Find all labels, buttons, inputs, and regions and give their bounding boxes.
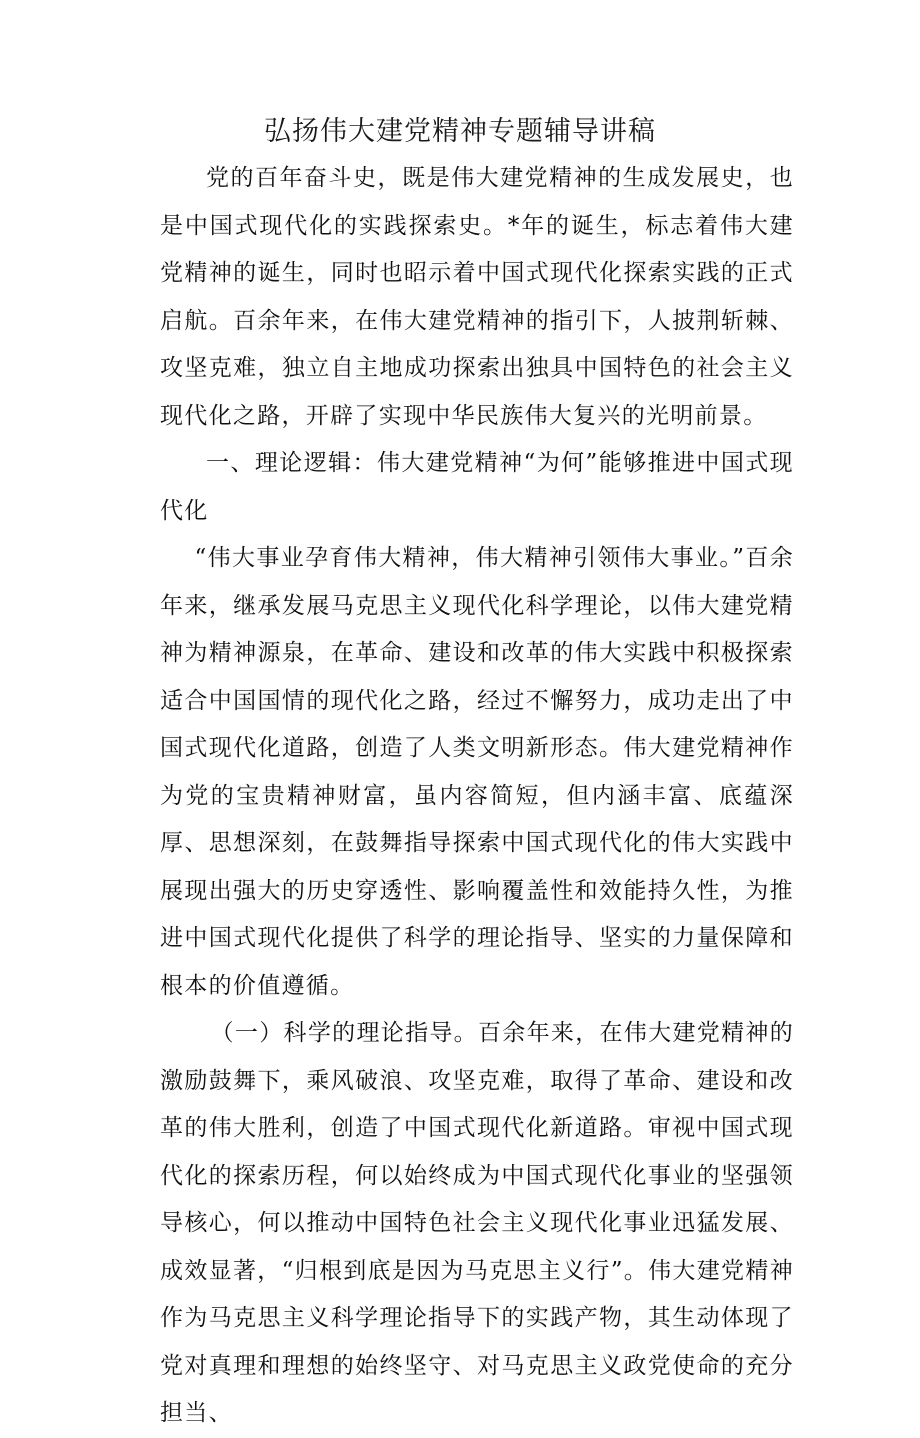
section-paragraph: “伟大事业孕育伟大精神，伟大精神引领伟大事业。”百余年来，继承发展马克思主义现代化科学理论，以伟大建党精神为精神源泉，在革命、建设和改革的伟大实践中积极探索适合中国国情的现代化之路，经过不懈努力，成功走出了中国式现代化道路，创造了人类文明新形态。伟大建党精神作为党的宝贵精神财富，虽内容简短，但内涵丰富、底蕴深厚、思想深刻，在鼓舞指导探索中国式现代化的伟大实践中展现出强大的历史穿透性、影响覆盖性和效能持久性，为推进中国式现代化提供了科学的理论指导、坚实的力量保障和根本的价值遵循。 bbox=[160, 545, 794, 999]
intro-paragraph: 党的百年奋斗史，既是伟大建党精神的生成发展史，也是中国式现代化的实践探索史。*年的诞生，标志着伟大建党精神的诞生，同时也昭示着中国式现代化探索实践的正式启航。百余年来，在伟大建党精神的指引下，人披荆斩棘、攻坚克难，独立自主地成功探索出独具中国特色的社会主义现代化之路，开辟了实现中华民族伟大复兴的光明前景。 bbox=[160, 165, 794, 429]
document-title: 弘扬伟大建党精神专题辅导讲稿 bbox=[264, 116, 656, 147]
document-body bbox=[160, 155, 794, 1438]
subsection-paragraph: （一）科学的理论指导。百余年来，在伟大建党精神的激励鼓舞下，乘风破浪、攻坚克难，取得了革命、建设和改革的伟大胜利，创造了中国式现代化新道路。审视中国式现代化的探索历程，何以始终成为中国式现代化事业的坚强领导核心，何以推动中国特色社会主义现代化事业迅猛发展、成效显著，“归根到底是因为马克思主义行”。伟大建党精神作为马克思主义科学理论指导下的实践产物，其生动体现了党对真理和理想的始终坚守、对马克思主义政党使命的充分担当、 bbox=[160, 1020, 794, 1426]
section-heading: 一、理论逻辑：伟大建党精神“为何”能够推进中国式现代化 bbox=[160, 450, 794, 524]
